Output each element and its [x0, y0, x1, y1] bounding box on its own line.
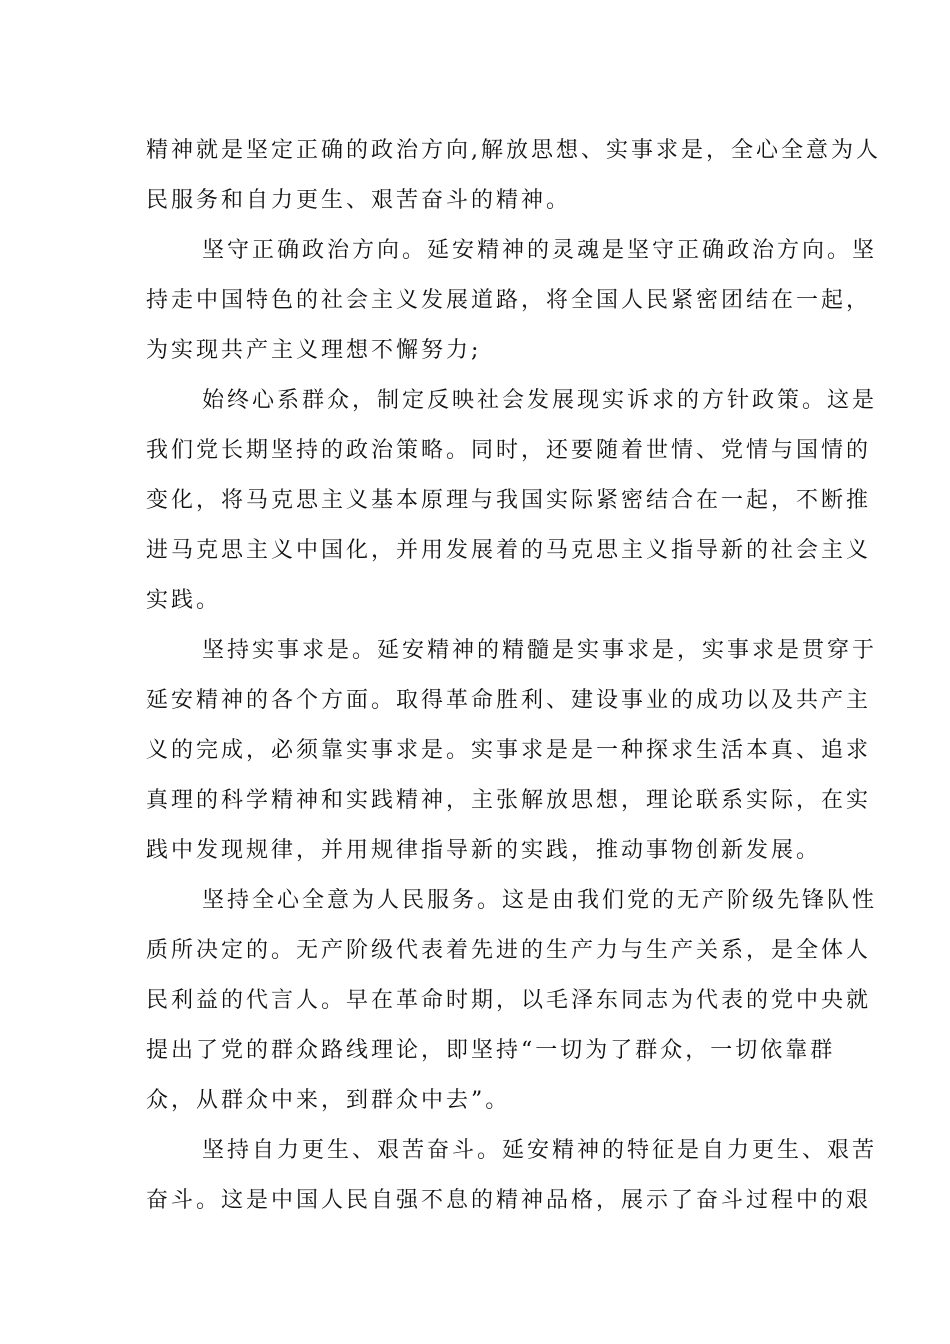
text-line: 真理的科学精神和实践精神，主张解放思想，理论联系实际，在实	[146, 788, 872, 813]
paragraph-start-line: 坚守正确政治方向。延安精神的灵魂是坚守正确政治方向。坚	[202, 238, 878, 263]
text-line: 义的完成，必须靠实事求是。实事求是是一种探求生活本真、追求	[146, 738, 872, 763]
text-line: 奋斗。这是中国人民自强不息的精神品格，展示了奋斗过程中的艰	[146, 1188, 872, 1213]
document-body	[146, 126, 881, 1226]
text-line: 众，从群众中来，到群众中去”。	[146, 1088, 511, 1113]
paragraph-start-line: 坚持实事求是。延安精神的精髓是实事求是，实事求是贯穿于	[202, 638, 878, 663]
paragraph-start-line: 始终心系群众，制定反映社会发展现实诉求的方针政策。这是	[202, 388, 878, 413]
paragraph-start-line: 坚持全心全意为人民服务。这是由我们党的无产阶级先锋队性	[202, 888, 878, 913]
paragraph-start-line: 坚持自力更生、艰苦奋斗。延安精神的特征是自力更生、艰苦	[202, 1138, 878, 1163]
text-line: 持走中国特色的社会主义发展道路，将全国人民紧密团结在一起，	[146, 288, 872, 313]
text-line: 民利益的代言人。早在革命时期，以毛泽东同志为代表的党中央就	[146, 988, 872, 1013]
text-line: 变化，将马克思主义基本原理与我国实际紧密结合在一起，不断推	[146, 488, 872, 513]
text-line: 精神就是坚定正确的政治方向,解放思想、实事求是，全心全意为人	[146, 138, 881, 163]
text-line: 进马克思主义中国化，并用发展着的马克思主义指导新的社会主义	[146, 538, 872, 563]
text-line: 延安精神的各个方面。取得革命胜利、建设事业的成功以及共产主	[146, 688, 872, 713]
text-line: 我们党长期坚持的政治策略。同时，还要随着世情、党情与国情的	[146, 438, 872, 463]
text-line: 践中发现规律，并用规律指导新的实践，推动事物创新发展。	[146, 838, 822, 863]
text-line: 为实现共产主义理想不懈努力;	[146, 338, 482, 363]
text-line: 民服务和自力更生、艰苦奋斗的精神。	[146, 188, 572, 213]
text-line: 实践。	[146, 588, 222, 613]
text-line: 质所决定的。无产阶级代表着先进的生产力与生产关系，是全体人	[146, 938, 872, 963]
text-line: 提出了党的群众路线理论，即坚持“一切为了群众，一切依靠群	[146, 1038, 836, 1063]
